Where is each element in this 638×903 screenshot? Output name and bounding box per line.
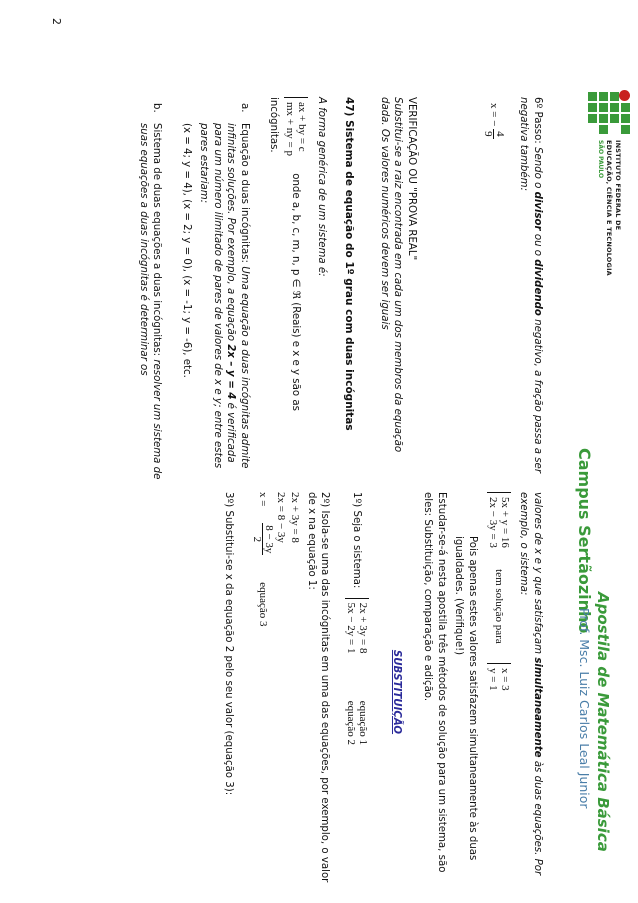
item-b-heading: Sistema de duas equações a duas incógnitas:	[151, 123, 163, 360]
section-47-title: 47) Sistema de equação do 1º grau com duas incógnitas	[343, 97, 356, 431]
author-name: Prof. Msc. Luiz Carlos Leal Junior	[577, 608, 592, 809]
campus-name: Campus Sertãozinho	[575, 448, 594, 634]
fraction-denominator: 9	[482, 131, 494, 137]
institute-logo	[560, 92, 630, 292]
example-equation-2: 2x − 3y = 3	[487, 497, 499, 548]
isolation-lhs: x =	[257, 492, 270, 507]
solution-y: y = 1	[487, 667, 499, 691]
logo-square	[610, 114, 619, 123]
logo-square	[610, 103, 619, 112]
item-a-equation: 2x – y = 4	[225, 344, 237, 400]
x-result-lhs: x = −	[487, 103, 500, 127]
institute-name-line: EDUCAÇÃO, CIÊNCIA E TECNOLOGIA	[605, 140, 613, 276]
solution-system	[487, 663, 511, 691]
item-a-label: a.	[239, 103, 250, 113]
fraction-numerator: 4	[494, 131, 506, 137]
divisor-word: divisor	[532, 191, 543, 231]
equation-tag-2: equação 2	[345, 700, 358, 746]
verification-text: Substitui-se a raiz encontrada em cada um dos membros da equação dada. Os valores numéricos devem ser iguais	[379, 97, 404, 453]
isolation-step-3	[252, 492, 275, 892]
isolation-step-1: 2x + 3y = 8	[289, 492, 302, 543]
item-b	[137, 97, 164, 482]
item-a-pairs: (x = 4; y = 4), (x = 2; y = 0), (x = -1; y = -6), etc.	[181, 123, 192, 378]
logo-square	[599, 103, 608, 112]
generic-equation-1: ax + by = c	[296, 102, 309, 152]
generic-system	[285, 97, 309, 482]
page-header	[563, 0, 638, 903]
step6-text: negativo, a fração passa a ser negativa também:	[518, 97, 543, 474]
generic-system-brace	[285, 97, 309, 156]
logo-square	[621, 114, 630, 123]
logo-square	[599, 92, 608, 101]
step6-text: ou o	[532, 230, 543, 260]
isolation-step-2: 2x = 8 − 3y	[275, 492, 288, 543]
simultaneamente-word: simultaneamente	[532, 657, 543, 758]
item-a	[180, 97, 252, 482]
system-equation-2: 5x − 2y = 1	[345, 602, 358, 654]
step3-text: 3º) Substitui-se x da equação 2 pelo seu valor (equação 3):	[223, 492, 235, 796]
example-equation-1: 5x + y = 16	[499, 497, 511, 548]
verification-title: VERIFICAÇÃO OU "PROVA REAL"	[406, 97, 417, 261]
item-a-text: Uma equação a duas incógnitas admite infinitas soluções. Por exemplo, a equação	[225, 123, 250, 469]
logo-square	[588, 103, 597, 112]
intro-text: valores de x e y que satisfaçam	[532, 492, 543, 658]
solution-phrase: tem solução para	[493, 569, 505, 644]
logo-square	[588, 114, 597, 123]
example-system-row	[487, 492, 511, 892]
left-column	[137, 97, 551, 482]
system-equation-1: 2x + 3y = 8	[357, 602, 370, 654]
right-column	[222, 492, 550, 892]
step6-label: 6º Passo:	[532, 97, 543, 144]
solution-x: x = 3	[499, 667, 511, 691]
example-system	[487, 492, 511, 548]
step6-paragraph	[517, 97, 544, 482]
generic-where-text: onde a, b, c, m, n, p ∈ ℜ (Reais) e x e y são as	[290, 173, 302, 411]
logo-square	[621, 125, 630, 134]
fraction-numerator: 8 − 3y	[263, 525, 276, 554]
item-a-text: é verificada para um número ilimitado de pares de valores de x e y; entre estes pares estariam:	[198, 123, 237, 469]
isolation-steps	[252, 492, 303, 892]
generic-form-intro: A forma genérica de um sistema é:	[316, 97, 327, 277]
item-a-heading: Equação a duas incógnitas:	[239, 123, 250, 267]
study-methods-text: Estudar-se-á nesta apostila três métodos de solução para um sistema, são eles: Substituição, comparação e adição.	[422, 492, 447, 873]
step6-text: Sendo o	[532, 143, 543, 192]
equation-tag-3: equação 3	[257, 582, 270, 627]
page-number: 2	[50, 18, 63, 25]
equation-tag-1: equação 1	[357, 700, 370, 746]
institute-name-line: INSTITUTO FEDERAL DE	[614, 140, 622, 231]
fraction-denominator: 2	[251, 536, 264, 543]
right-intro	[517, 492, 544, 892]
only-values-text: Pois apenas estes valores satisfazem simultaneamente às duas igualdades. (Verifique!)	[453, 536, 478, 861]
step2-text: 2º) Isola-se uma das incógnitas em uma das equações, por exemplo, o valor de x na equação 1:	[306, 492, 331, 883]
substitution-system	[346, 598, 370, 654]
step1-label: 1º) Seja o sistema:	[351, 492, 363, 589]
intro-text: às duas equações. Por exemplo, o sistema:	[518, 492, 543, 876]
logo-red-dot	[619, 90, 630, 101]
document-title: Apostila de Matemática Básica	[594, 592, 612, 852]
institute-state: SÃO PAULO	[597, 140, 604, 179]
x-result-equation	[482, 103, 505, 482]
logo-square	[599, 114, 608, 123]
step1-row	[346, 492, 370, 892]
logo-square	[588, 92, 597, 101]
x-result-fraction	[482, 129, 505, 139]
generic-equation-2: mx + ny = p	[284, 102, 297, 156]
item-b-label: b.	[151, 103, 163, 113]
equation-tags	[346, 697, 370, 745]
logo-square	[621, 103, 630, 112]
item-b-text: resolver um sistema de suas equações a duas incógnitas é determinar os	[138, 123, 163, 480]
substitution-title: SUBSTITUIÇÃO	[391, 649, 402, 735]
incognitas-text: incógnitas.	[268, 97, 280, 153]
logo-square	[610, 92, 619, 101]
logo-square	[599, 125, 608, 134]
dividendo-word: dividendo	[532, 259, 543, 316]
isolation-fraction	[252, 523, 275, 555]
